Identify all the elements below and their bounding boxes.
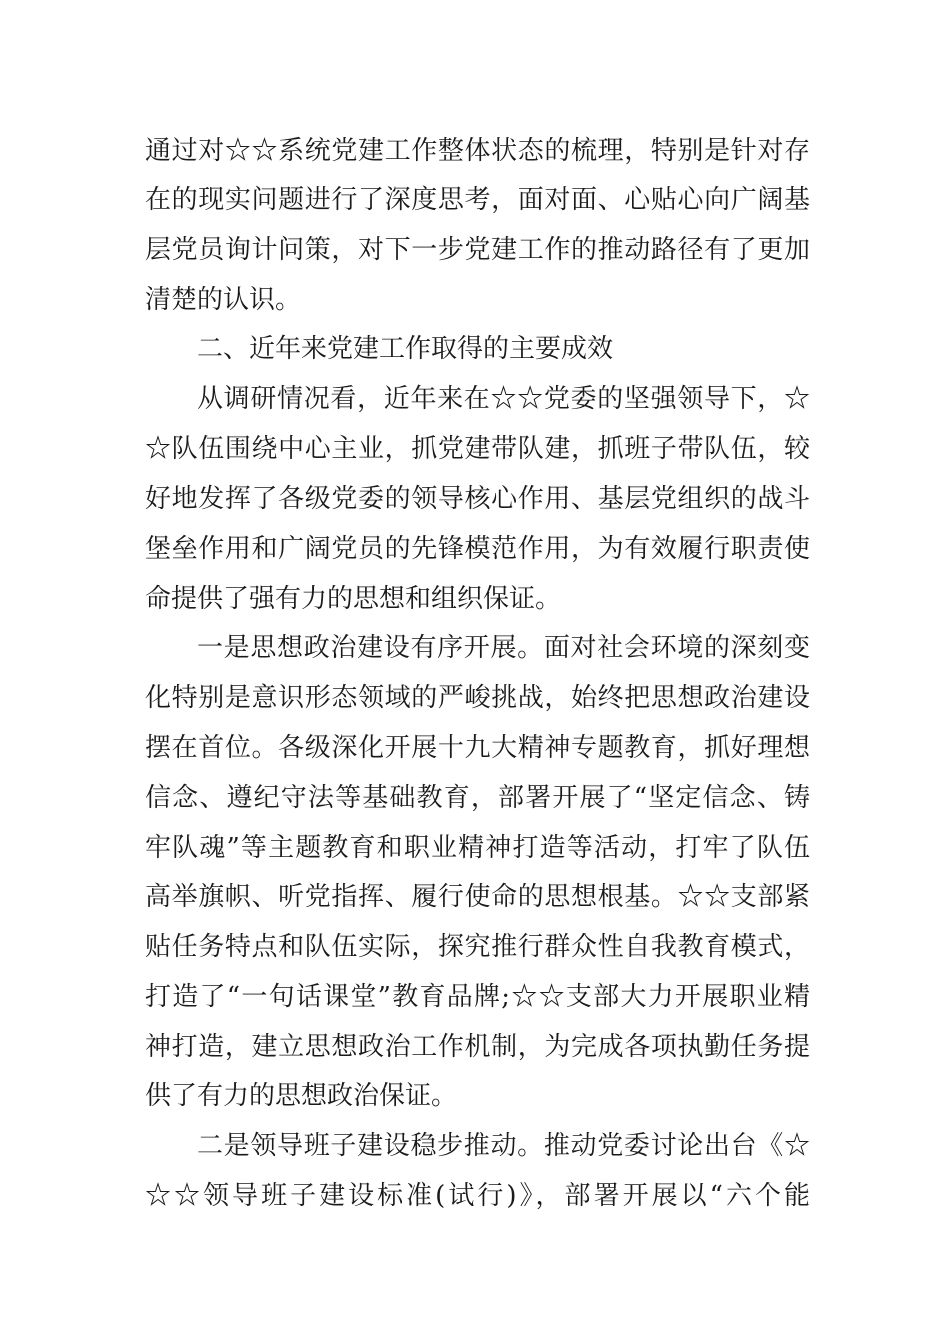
paragraph-line: 供了有力的思想政治保证。 <box>145 1081 458 1111</box>
paragraph-line: 高举旗帜、听党指挥、履行使命的思想根基。☆☆支部紧 <box>145 882 810 912</box>
paragraph-line: 一是思想政治建设有序开展。面对社会环境的深刻变 <box>197 633 810 663</box>
paragraph-line: 打造了“一句话课堂”教育品牌;☆☆支部大力开展职业精 <box>145 982 810 1012</box>
paragraph-line: 神打造，建立思想政治工作机制，为完成各项执勤任务提 <box>145 1032 810 1062</box>
paragraph-line: 二是领导班子建设稳步推动。推动党委讨论出台《☆ <box>197 1131 810 1161</box>
paragraph-line: 摆在首位。各级深化开展十九大精神专题教育，抓好理想 <box>145 733 810 763</box>
paragraph-line: 好地发挥了各级党委的领导核心作用、基层党组织的战斗 <box>145 484 810 514</box>
paragraph-line: ☆☆领导班子建设标准(试行)》，部署开展以“六个能 <box>145 1181 810 1211</box>
paragraph-line: 通过对☆☆系统党建工作整体状态的梳理，特别是针对存 <box>145 136 810 166</box>
paragraph-line: 层党员询计问策，对下一步党建工作的推动路径有了更加 <box>145 235 810 265</box>
paragraph-line: 在的现实问题进行了深度思考，面对面、心贴心向广阔基 <box>145 185 810 215</box>
paragraph-line: 贴任务特点和队伍实际，探究推行群众性自我教育模式， <box>145 932 810 962</box>
paragraph-line: 信念、遵纪守法等基础教育，部署开展了“坚定信念、铸 <box>145 783 810 813</box>
paragraph-line: 从调研情况看，近年来在☆☆党委的坚强领导下，☆ <box>197 384 810 414</box>
paragraph-line: 堡垒作用和广阔党员的先锋模范作用，为有效履行职责使 <box>145 534 810 564</box>
paragraph-line: 命提供了强有力的思想和组织保证。 <box>145 584 562 614</box>
paragraph-line: 清楚的认识。 <box>145 285 302 315</box>
paragraph-line: 化特别是意识形态领域的严峻挑战，始终把思想政治建设 <box>145 683 810 713</box>
paragraph-line: ☆队伍围绕中心主业，抓党建带队建，抓班子带队伍，较 <box>145 434 810 464</box>
section-heading: 二、近年来党建工作取得的主要成效 <box>197 334 614 364</box>
paragraph-line: 牢队魂”等主题教育和职业精神打造等活动，打牢了队伍 <box>145 833 810 863</box>
